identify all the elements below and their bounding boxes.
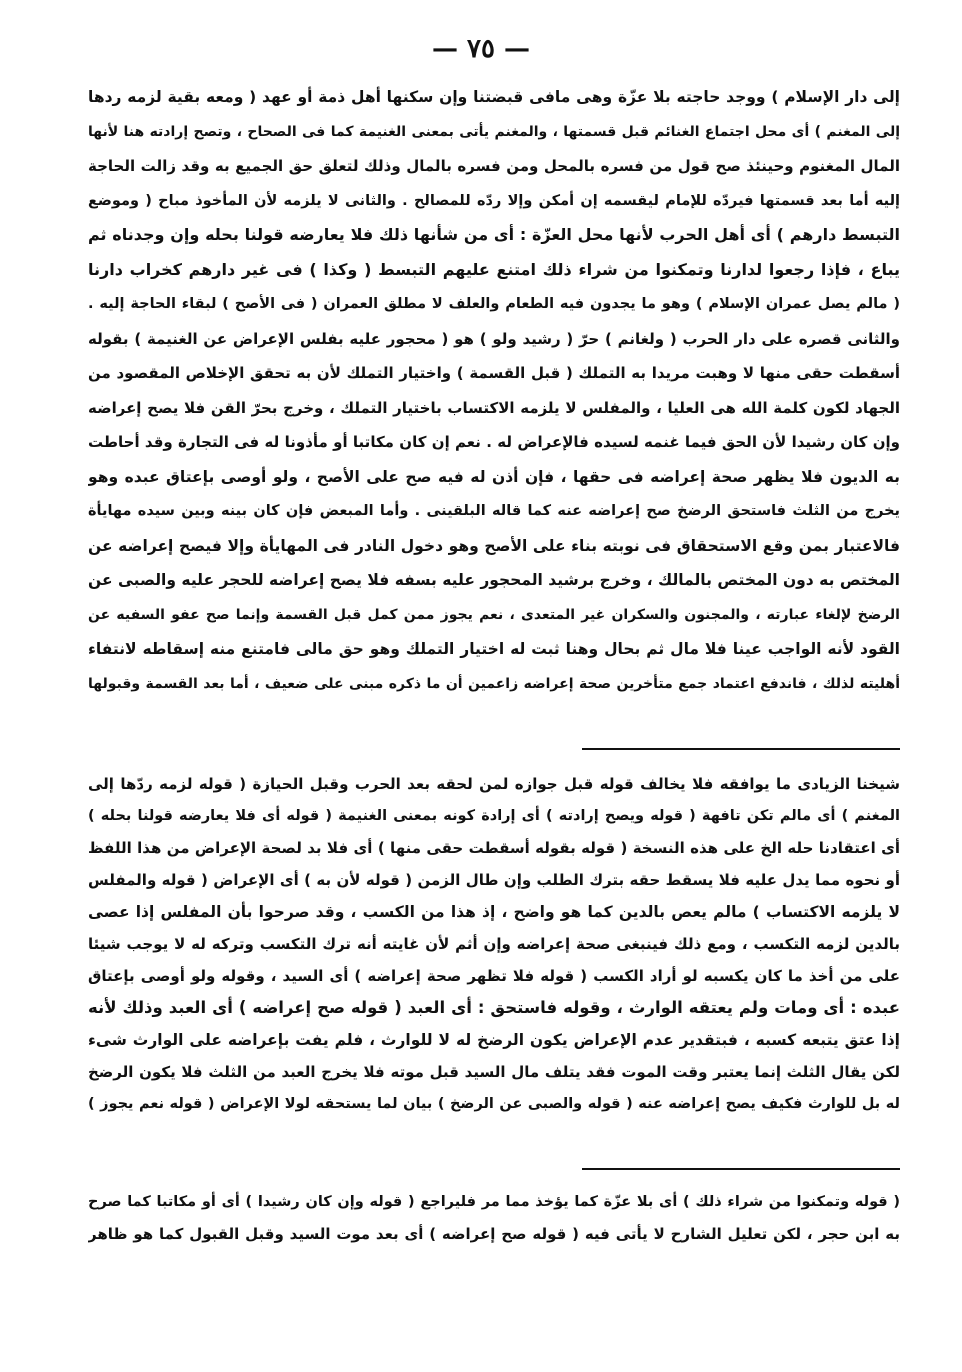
- footnote-line: عبده : أى ومات ولم يعتقه الوارث ، وقوله فاستحق : أى العبد ( قوله صح إعراضه ) أى العبد وذلك لأنه: [88, 998, 900, 1017]
- main-line: المختص به دون المختص بالمالك ، وخرج برشيد المحجور عليه بسفه فلا يصح إعراضه للحجر عليه والصبى عن: [88, 571, 900, 589]
- main-line: يخرج من الثلث فاستحق الرضخ صح إعراضه عنه كما قاله البلقينى . وأما المبعض فإن كان بينه وبين سيده مهايأة: [88, 503, 900, 519]
- footnote-line: ( قوله وتمكنوا من شراء ذلك ) أى بلا عزّة كما يؤخذ مما مر فليراجع ( قوله وإن كان رشيدا ) أى أو مكاتبا كما صرح: [88, 1194, 900, 1210]
- footnote-line: أى اعتقادنا حله الخ على هذه النسخة ( قوله بقوله أسقطت حقى منها ) أى فلا بد لصحة الإعراض من هذا اللفظ: [88, 839, 900, 857]
- footnote-line: له بل للوارث فكيف يصح إعراضه عنه ( قوله والصبى عن الرضخ ) بيان لما يستحقه لولا الإعراض ( قوله نعم يجوز ): [88, 1096, 900, 1112]
- footnote-line: به ابن حجر ، لكن تعليل الشارح لا يأتى فيه ( قوله صح إعراضه ) أى بعد موت السيد وقبل القبول كما هو ظاهر: [88, 1225, 900, 1243]
- main-line: الجهاد لكون كلمة الله هى العليا ، والمفلس لا يلزمه الاكتساب باختيار التملك ، وخرج بحرّ القن فلا يصح إعراضه: [88, 398, 900, 417]
- main-line: به الديون فلا يظهر صحة إعراضه فى حقها ، فإن أذن له فيه صح على الأصح ، ولو أوصى بإعتاق عبده وهو: [88, 467, 900, 486]
- main-line: فالاعتبار بمن وقع الاستحقاق فى نوبته بناء على الأصح وهو دخول النادر فى المهايأة وإلا فيصح إعراضه عن: [88, 536, 900, 555]
- footnote-line: بالدين لزمه التكسب ، ومع ذلك فينبغى صحة إعراضه وإن أثم لأن غايته أنه ترك التكسب وتركه له لا يوجب شيئا: [88, 935, 900, 953]
- main-text: [88, 80, 900, 701]
- footnote-line: شيخنا الزيادى ما يوافقه فلا يخالف قوله قبل جوازه لمن لحقه بعد الحرب وقبل الحيازة ( قوله لزمه ردّها إلى: [88, 775, 900, 793]
- main-line: والثانى قصره على دار الحرب ( ولغانم ) حرّ ( رشيد ولو ) هو ( محجور عليه بفلس الإعراض عن الغنيمة ) بقوله: [88, 329, 900, 348]
- footnote-line: على من أخذ ما كان يكسبه لو أراد الكسب ( قوله فلا تظهر صحة إعراضه ) أى السيد ، وقوله ولو أوصى بإعتاق: [88, 967, 900, 985]
- main-line: الرضخ لإلغاء عبارته ، والمجنون والسكران غير المتعدى ، نعم يجوز ممن كمل قبل القسمة وإنما صح عفو السفيه عن: [88, 606, 900, 623]
- main-line: وإن كان رشيدا لأن الحق فيما غنمه لسيده فالإعراض له . نعم إن كان مكاتبا أو مأذونا له فى التجارة وقد أحاطت: [88, 433, 900, 451]
- footnote-commentary: [88, 768, 900, 1120]
- footnote-line: لا يلزمه الاكتساب ) مالم يعص بالدين كما هو واضح ، إذ هذا من الكسب ، وقد صرحوا بأن المفلس إذا عصى: [88, 903, 900, 921]
- main-line: إلى دار الإسلام ) ووجد حاجته بلا عزّة وهى مافى قبضتنا وإن سكنها أهل ذمة أو عهد ( ومعه بقية لزمه ردها: [88, 88, 900, 106]
- main-line: أسقطت حقى منها لا وهبت مريدا به التملك ( قبل القسمة ) واختيار التملك لأن به تحقق الإخلاص المقصود من: [88, 364, 900, 382]
- main-line: التبسط دارهم ) أى أهل الحرب لأنها محل العزّة : أى من شأنها ذلك فلا يعارضه قولنا بحله وإن وجدناه ثم: [88, 225, 900, 244]
- main-line: إليه أما بعد قسمتها فيردّه للإمام ليقسمه إن أمكن وإلا ردّه للمصالح . والثانى لا يلزمه لأن المأخوذ مباح ( وموضع: [88, 192, 900, 209]
- footnote-second: [88, 1186, 900, 1250]
- footnote-line: لكن يقال الثلث إنما يعتبر وقت الموت فقد يتلف مال السيد قبل موته فلا يخرج العبد من الثلث فلا يكون الرضخ: [88, 1063, 900, 1081]
- page-number: — ٧٥ —: [431, 34, 531, 64]
- main-line: ( مالم يصل عمران الإسلام ) وهو ما يجدون فيه الطعام والعلف لا مطلق العمران ( فى الأصح ) لبقاء الحاجة إليه .: [88, 296, 900, 312]
- main-line: القود لأنه الواجب عينا فلا مال ثم بحال وهنا ثبت له اختيار التملك وهو حق مالى فامتنع منه إسقاطه لانتفاء: [88, 640, 900, 658]
- footnote-line: إذا عتق يتبعه كسبه ، فبتقدير عدم الإعراض يكون الرضخ له لا للوارث ، فلم يفت بإعراضه على الوارث شىء: [88, 1031, 900, 1049]
- main-line: إلى المغنم ) أى محل اجتماع الغنائم قبل قسمتها ، والمغنم يأتى بمعنى الغنيمة كما فى الصحاح ، وتصح إرادته هنا لأنها: [88, 123, 900, 140]
- footnote-divider: [582, 1168, 900, 1170]
- footnote-line: أو نحوه مما يدل عليه فلا يسقط حقه بترك الطلب وإن طال الزمن ( قوله لأن به ) أى الإعراض ( قوله والمفلس: [88, 871, 900, 889]
- main-line: يباع ، فإذا رجعوا لدارنا وتمكنوا من شراء ذلك امتنع عليهم التبسط ( وكذا ) فى غير دارهم كخراب دارنا: [88, 259, 900, 279]
- footnote-divider: [582, 748, 900, 750]
- main-line: أهليته لذلك ، فاندفع اعتماد جمع متأخرين صحة إعراضه زاعمين أن ما ذكره مبنى على ضعيف ، أما بعد القسمة وقبولها: [88, 675, 900, 692]
- main-line: المال المغنوم وحينئذ صح قول من فسره بالمحل ومن فسره بالمال وذلك لتعلق حق الجميع به وقد زالت الحاجة: [88, 157, 900, 175]
- footnote-line: المغنم ) أى مالم تكن تافهة ( قوله ويصح إرادته ) أى إرادة كونه بمعنى الغنيمة ( قوله أى فلا يعارضه قولنا بحله ): [88, 808, 900, 824]
